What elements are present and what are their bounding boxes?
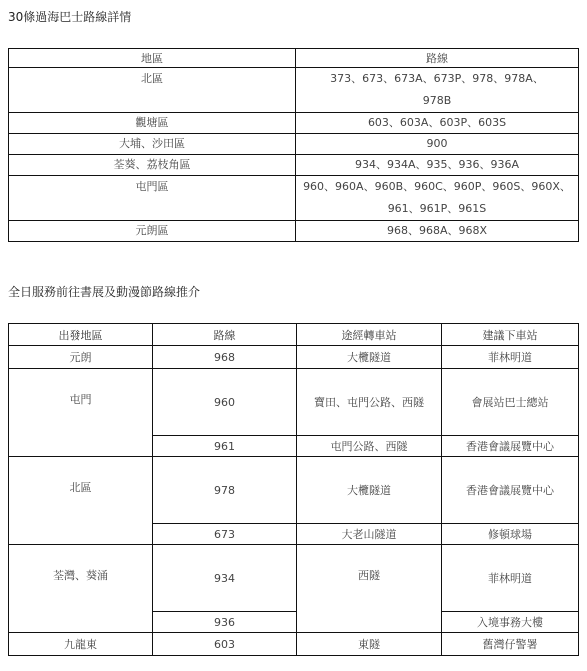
cross-harbour-routes-table [8,48,579,242]
routes-cell: 900 [296,134,579,155]
stop-cell: 修頓球場 [442,524,579,545]
header-interchange: 途經轉車站 [297,324,442,346]
stop-cell: 香港會議展覽中心 [442,436,579,457]
routes-cell: 934、934A、935、936、936A [296,155,579,176]
table-row [9,68,579,113]
via-cell: 大欖隧道 [297,457,442,524]
area-cell: 九龍東 [9,633,153,656]
via-cell: 寶田、屯門公路、西隧 [297,369,442,436]
stop-cell: 菲林明道 [442,545,579,612]
table-row [9,369,579,436]
area-cell: 屯門 [9,369,153,457]
stop-cell: 菲林明道 [442,346,579,369]
header-departure-area: 出發地區 [9,324,153,346]
route-cell: 673 [153,524,297,545]
table-row [9,113,579,134]
table-row [9,221,579,242]
routes-cell: 373、673、673A、673P、978、978A、978B [296,68,579,113]
routes-cell: 968、968A、968X [296,221,579,242]
region-cell: 荃葵、荔枝角區 [9,155,296,176]
header-suggested-stop: 建議下車站 [442,324,579,346]
table-row [9,346,579,369]
region-cell: 大埔、沙田區 [9,134,296,155]
region-cell: 元朗區 [9,221,296,242]
header-routes: 路線 [296,49,579,68]
table-header-row [9,49,579,68]
route-cell: 603 [153,633,297,656]
route-cell: 961 [153,436,297,457]
table-row [9,134,579,155]
table-row [9,633,579,656]
route-cell: 960 [153,369,297,436]
routes-cell: 603、603A、603P、603S [296,113,579,134]
region-cell: 北區 [9,68,296,113]
header-route: 路線 [153,324,297,346]
stop-cell: 入境事務大樓 [442,612,579,633]
route-cell: 934 [153,545,297,612]
stop-cell: 香港會議展覽中心 [442,457,579,524]
table-header-row [9,324,579,346]
route-cell: 936 [153,612,297,633]
table-row [9,155,579,176]
via-cell: 大老山隧道 [297,524,442,545]
region-cell: 觀塘區 [9,113,296,134]
via-cell: 東隧 [297,633,442,656]
area-cell: 元朗 [9,346,153,369]
heading-book-fair-routes: 全日服務前往書展及動漫節路線推介 [8,285,201,299]
heading-cross-harbour-routes: 30條過海巴士路線詳情 [8,10,132,24]
via-cell: 屯門公路、西隧 [297,436,442,457]
route-cell: 968 [153,346,297,369]
area-cell: 荃灣、葵涌 [9,545,153,633]
header-region: 地區 [9,49,296,68]
stop-cell: 舊灣仔警署 [442,633,579,656]
table-row [9,545,579,612]
region-cell: 屯門區 [9,176,296,221]
via-cell: 大欖隧道 [297,346,442,369]
book-fair-routes-table [8,323,579,656]
route-cell: 978 [153,457,297,524]
table-row [9,176,579,221]
area-cell: 北區 [9,457,153,545]
via-cell: 西隧 [297,545,442,633]
stop-cell: 會展站巴士總站 [442,369,579,436]
table-row [9,457,579,524]
routes-cell: 960、960A、960B、960C、960P、960S、960X、961、961P、961S [296,176,579,221]
